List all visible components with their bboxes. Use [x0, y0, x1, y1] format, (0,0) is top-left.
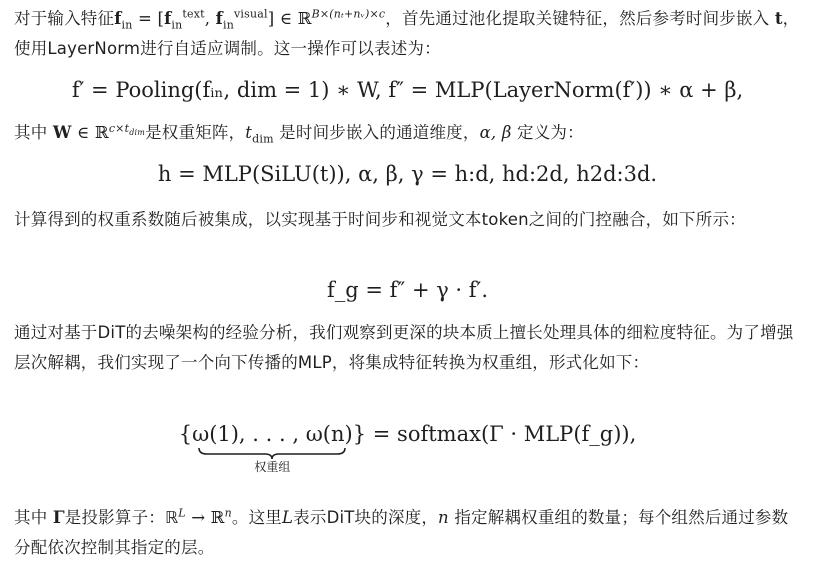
math-f-in: $f_{in}$ — [114, 9, 133, 32]
math-domain: ] ∈ ℝ — [267, 9, 312, 28]
equation-1: f′ = Pooling(fᵢₙ, dim = 1) ∗ W, f″ = MLP(LayerNorm(f′)) ∗ α + β, — [71, 78, 744, 102]
math-n-sup: n — [224, 506, 232, 520]
p2-text-d: 定义为： — [511, 123, 584, 142]
p5-text-d: 表示DiT块的深度， — [293, 508, 439, 527]
equation-2: h = MLP(SiLU(t)), α, β, γ = h:d, hd:2d, h2d:3d. — [157, 162, 658, 186]
math-shape-sup: B×(nₜ+nᵥ)×c — [311, 7, 386, 21]
paragraph-projection — [14, 503, 804, 563]
math-n: n — [438, 508, 449, 527]
math-W: W — [52, 123, 72, 142]
math-L-sup: L — [178, 506, 186, 520]
softmax-rhs: = softmax(Γ · MLP(f_g)), — [366, 422, 637, 446]
intro-text-b: ，首先通过池化提取关键特征，然后参考时间步嵌入 — [385, 9, 775, 28]
math-eq-bracket: = [ — [132, 9, 165, 28]
math-f-in-visual: $f_{in}^{visual}$ — [215, 7, 268, 32]
intro-text-c: ，使用LayerNorm进行自适应调制。这一操作可以表述为： — [14, 9, 800, 58]
math-arrow: → ℝ — [185, 508, 225, 527]
math-in-R: ∈ ℝ — [71, 123, 109, 142]
underbrace-label: 权重组 — [254, 460, 291, 474]
p2-text-b: 是权重矩阵， — [145, 123, 246, 142]
math-alpha-beta: α, β — [479, 123, 512, 142]
math-W-shape: c×tdim — [108, 121, 146, 137]
math-t-dim: $t_{dim}$ — [245, 123, 274, 146]
equation-3: f_g = f″ + γ · f′. — [326, 278, 489, 302]
equation-4 — [0, 422, 815, 475]
p5-text-c: 。这里 — [231, 508, 282, 527]
math-t: t — [774, 9, 783, 28]
p5-text-e: 指定解耦权重组的数量；每个组然后通过参数分配依次控制其指定的层。 — [14, 508, 789, 557]
math-L: L — [282, 508, 294, 527]
math-Gamma: Γ — [52, 508, 65, 527]
math-f-in-text: $f_{in}^{text}$ — [164, 7, 205, 32]
paragraph-gating: 计算得到的权重系数随后被集成，以实现基于时间步和视觉文本token之间的门控融合，如下所示： — [14, 210, 746, 229]
p5-text-a: 其中 — [14, 508, 53, 527]
paragraph-dit-analysis: 通过对基于DiT的去噪架构的经验分析，我们观察到更深的块本质上擅长处理具体的细粒度特征。为了增强层次解耦，我们实现了一个向下传播的MLP，将集成特征转换为权重组，形式化如下： — [14, 323, 794, 372]
intro-text-a: 对于输入特征 — [14, 9, 115, 28]
paragraph-intro: 对于输入特征$f_{in} = [f_{in}^{text}$, $f_{in}^{visual}$] ∈ ℝ$^{B\times(n_t+nᵥ)\times c}$，首先通过池化提取关键特征，然后参考时间步嵌入 t，使用LayerNorm进行自适应调制。这一操作可以表述为： — [14, 7, 800, 58]
p2-text-c: 是时间步嵌入的通道维度， — [273, 123, 480, 142]
p2-text-a: 其中 — [14, 123, 53, 142]
underbrace-group — [179, 422, 366, 475]
p5-text-b: 是投影算子：ℝ — [64, 508, 179, 527]
paragraph-weight-matrix — [14, 118, 804, 148]
weight-group-set: {ω(1), . . . , ω(n)} — [178, 422, 367, 446]
